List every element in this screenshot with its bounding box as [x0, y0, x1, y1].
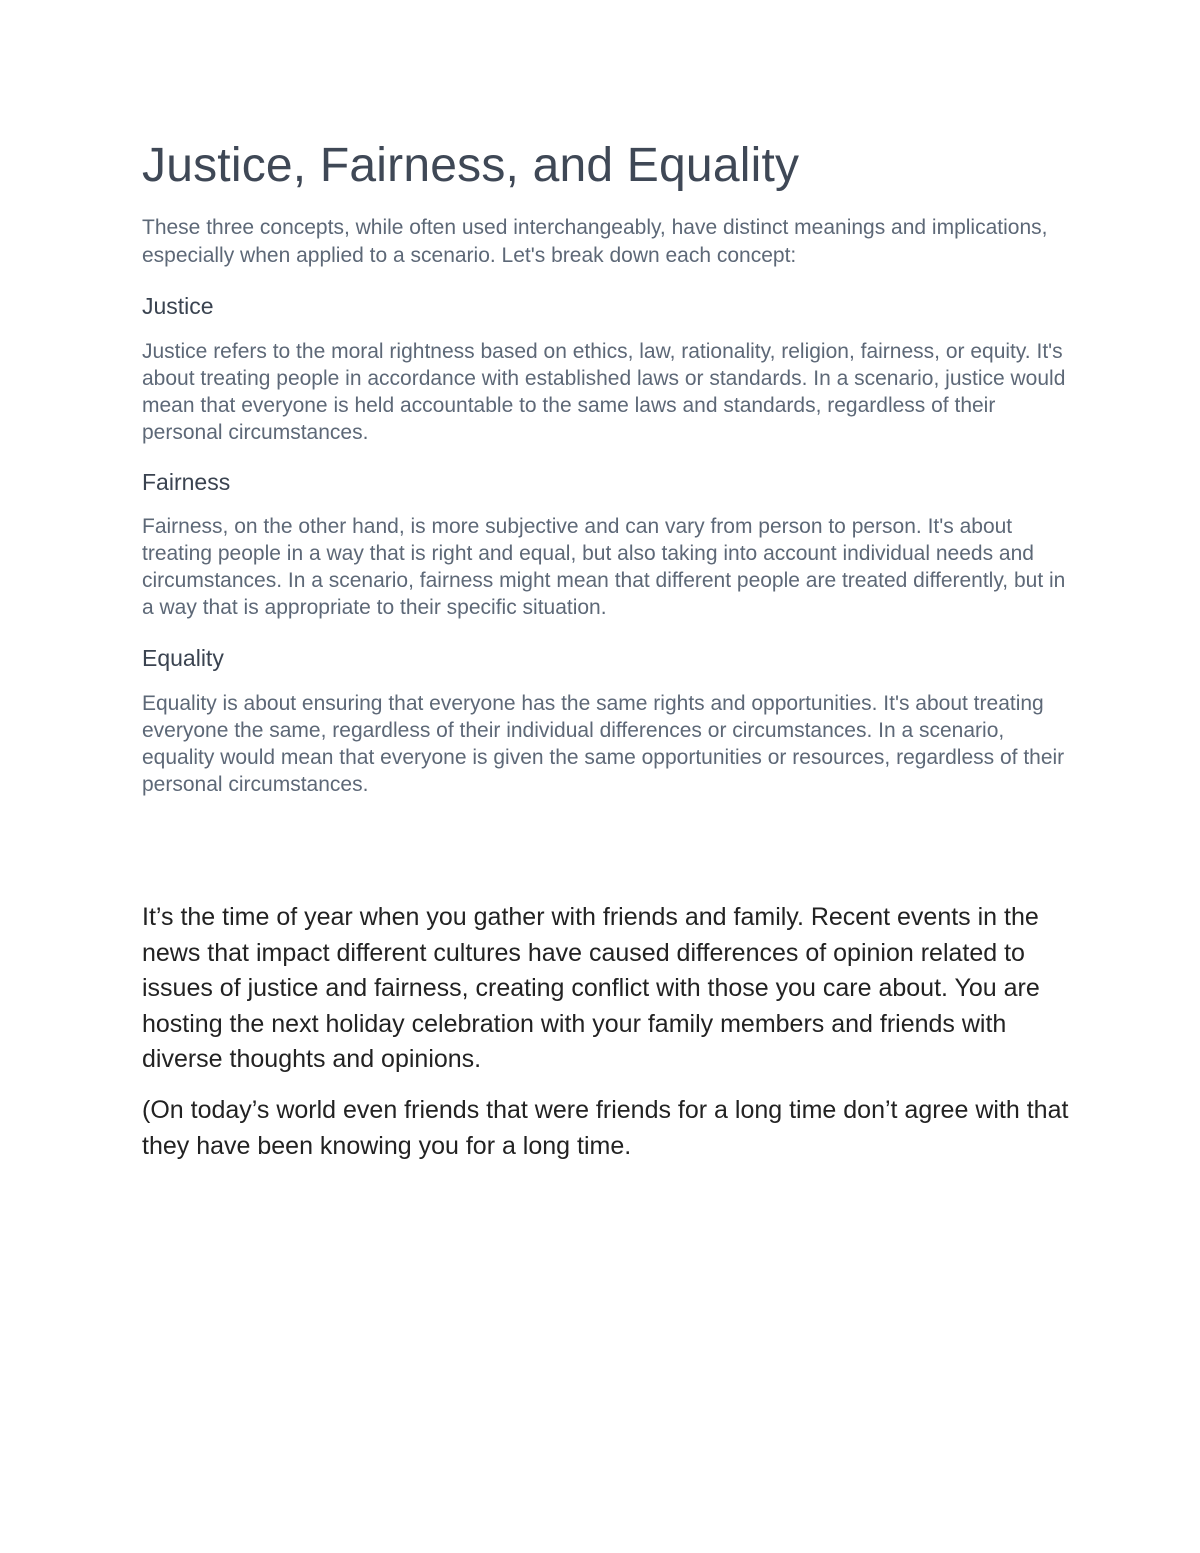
section-body-fairness: Fairness, on the other hand, is more subjective and can vary from person to person. It's about treating people in a way that is right and equal, but also taking into account individual needs and circumstances. In a scenario, fairness might mean that different people are treated differently, but in a way that is appropriate to their specific situation. — [142, 515, 1066, 619]
scenario-paragraph: It’s the time of year when you gather with friends and family. Recent events in the news that impact different cultures have caused differences of opinion related to issues of justice and fairness, creating conflict with those you care about. You are hosting the next holiday celebration with your family members and friends with diverse thoughts and opinions. — [142, 903, 1040, 1073]
intro-paragraph: These three concepts, while often used interchangeably, have distinct meanings and implications, especially when applied to a scenario. Let's break down each concept: — [142, 216, 1048, 267]
section-heading-equality: Equality — [142, 645, 224, 671]
section-heading-fairness: Fairness — [142, 469, 231, 495]
scenario-note-paragraph: (On today’s world even friends that were friends for a long time don’t agree with that they have been knowing you for a long time. — [142, 1096, 1069, 1160]
section-heading-justice: Justice — [142, 293, 214, 319]
section-body-justice: Justice refers to the moral rightness based on ethics, law, rationality, religion, fairness, or equity. It's about treating people in accordance with established laws or standards. In a scenario, justice would mean that everyone is held accountable to the same laws and standards, regardless of their personal circumstances. — [142, 340, 1066, 444]
section-body-equality: Equality is about ensuring that everyone has the same rights and opportunities. It's about treating everyone the same, regardless of their individual differences or circumstances. In a scenario, equality would mean that everyone is given the same opportunities or resources, regardless of their personal circumstances. — [142, 692, 1065, 796]
document-title: Justice, Fairness, and Equality — [142, 139, 800, 192]
